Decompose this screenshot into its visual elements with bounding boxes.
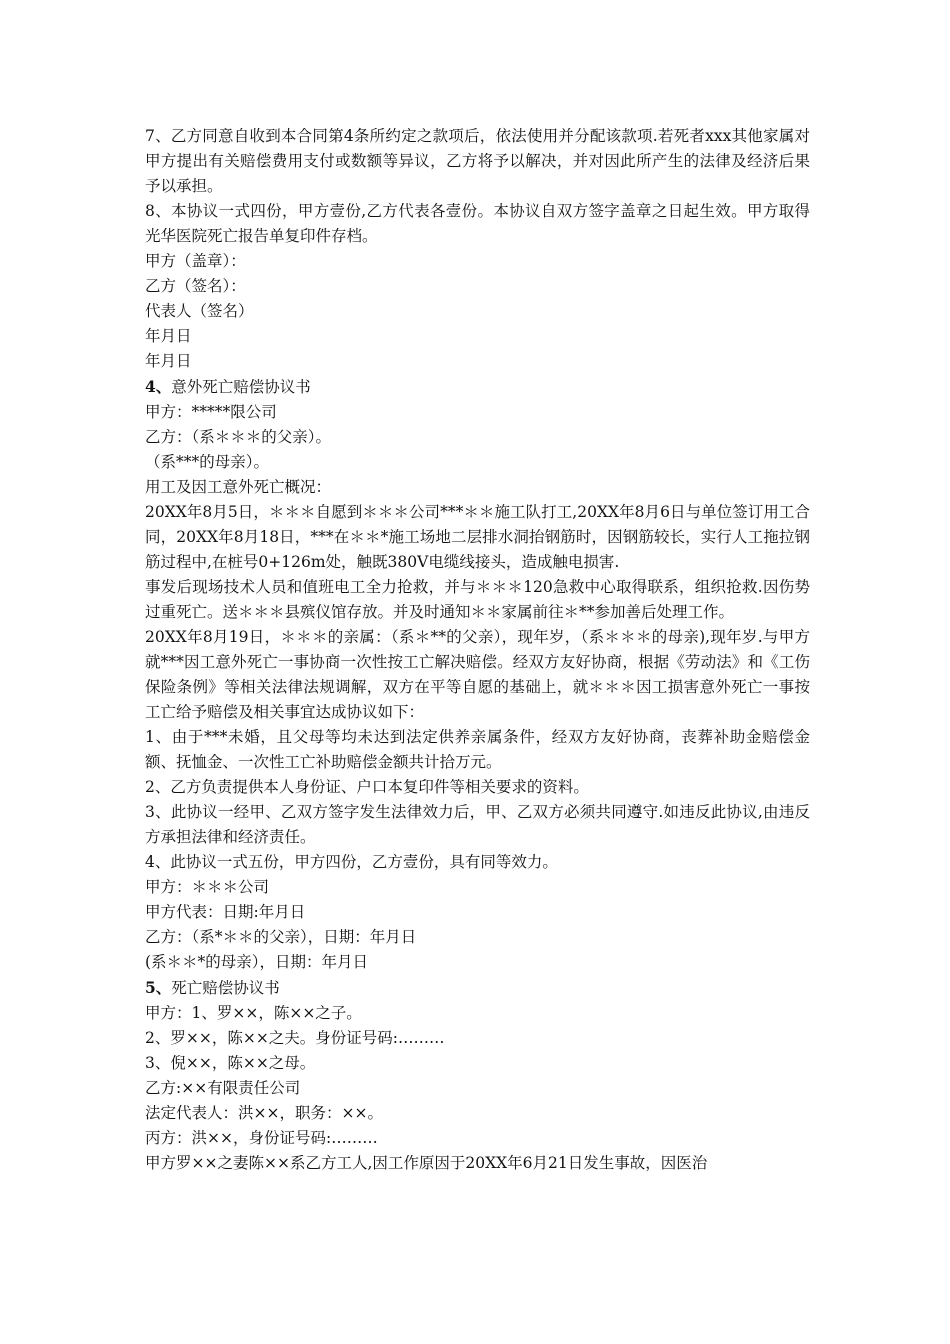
s4-agreement-intro: 20XX年8月19日，＊＊＊的亲属：（系＊**的父亲），现年岁，（系＊＊＊的母亲),现年岁.与甲方就***因工意外死亡一事协商一次性按工亡解决赔偿。经双方友好协商，根据《劳动法》和《工伤保险条例》等相关法律法规调解，双方在平等自愿的基础上，就＊＊＊因工损害意外死亡一事按工亡给予赔偿及相关事宜达成协议如下： [145,628,810,721]
clause-7: 7、乙方同意自收到本合同第4条所约定之款项后，依法使用并分配该款项.若死者xxx其他家属对甲方提出有关赔偿费用支付或数额等异议，乙方将予以解决，并对因此所产生的法律及经济后果予以承担。 [145,127,810,195]
s5-party-a-2: 2、罗××，陈××之夫。身份证号码:……… [145,1029,445,1047]
s4-sign-party-a-rep: 甲方代表：日期:年月日 [145,903,306,921]
date-line-1: 年月日 [145,327,192,345]
s4-overview-paragraph-1: 20XX年8月5日，＊＊＊自愿到＊＊＊公司***＊＊施工队打工,20XX年8月6日与单位签订用工合同，20XX年8月18日，***在＊＊*施工场地二层排水洞抬钢筋时，因钢筋较长，实行人工拖拉钢筋过程中,在桩号0+126m处，触既380V电缆线接头，造成触电损害. [145,503,810,571]
s5-body-paragraph: 甲方罗××之妻陈××系乙方工人,因工作原因于20XX年6月21日发生事故，因医治 [145,1154,708,1172]
s4-party-a: 甲方：*****限公司 [145,403,277,421]
section-4-number: 4、 [145,377,172,396]
document-body [145,124,810,1176]
representative-signature-line: 代表人（签名） [145,302,254,320]
s4-sign-party-a: 甲方：＊＊＊公司 [145,878,270,896]
clause-8: 8、本协议一式四份，甲方壹份,乙方代表各壹份。本协议自双方签字盖章之日起生效。甲方取得光华医院死亡报告单复印件存档。 [145,202,810,245]
s4-sign-party-b-father: 乙方：（系*＊＊的父亲），日期：年月日 [145,928,417,946]
s4-party-b-mother: （系***的母亲）。 [145,453,270,471]
s4-clause-3: 3、此协议一经甲、乙双方签字发生法律效力后，甲、乙双方必须共同遵守.如违反此协议,由违反方承担法律和经济责任。 [145,803,810,846]
date-line-2: 年月日 [145,352,192,370]
section-5-number: 5、 [145,978,172,997]
s5-party-a-1: 甲方：1、罗××，陈××之子。 [145,1004,362,1022]
s4-clause-4: 4、此协议一式五份，甲方四份，乙方壹份，具有同等效力。 [145,853,558,871]
s5-legal-representative: 法定代表人：洪××，职务：××。 [145,1104,383,1122]
s4-party-b-father: 乙方：（系＊＊＊的父亲）。 [145,428,332,446]
s4-clause-2: 2、乙方负责提供本人身份证、户口本复印件等相关要求的资料。 [145,778,589,796]
section-4-heading [145,374,810,400]
s5-party-c: 丙方：洪××，身份证号码:……… [145,1129,378,1147]
section-4-title: 意外死亡赔偿协议书 [171,378,311,396]
section-5-title: 死亡赔偿协议书 [171,979,280,997]
section-5-heading [145,975,810,1001]
s5-party-a-3: 3、倪××，陈××之母。 [145,1054,316,1072]
party-a-seal-line: 甲方（盖章）： [145,252,246,270]
s4-overview-heading: 用工及因工意外死亡概况： [145,478,332,496]
s4-overview-paragraph-2: 事发后现场技术人员和值班电工全力抢救，并与＊＊＊120急救中心取得联系，组织抢救.因伤势过重死亡。送＊＊＊县殡仪馆存放。并及时通知＊＊家属前往＊**参加善后处理工作。 [145,578,810,621]
party-b-signature-line: 乙方（签名）： [145,277,246,295]
s4-clause-1: 1、由于***未婚，且父母等均未达到法定供养亲属条件，经双方友好协商，丧葬补助金赔偿金额、抚恤金、一次性工亡补助赔偿金额共计拾万元。 [145,728,810,771]
s4-sign-party-b-mother: (系＊＊*的母亲），日期：年月日 [145,953,369,971]
s5-party-b: 乙方:××有限责任公司 [145,1079,301,1097]
